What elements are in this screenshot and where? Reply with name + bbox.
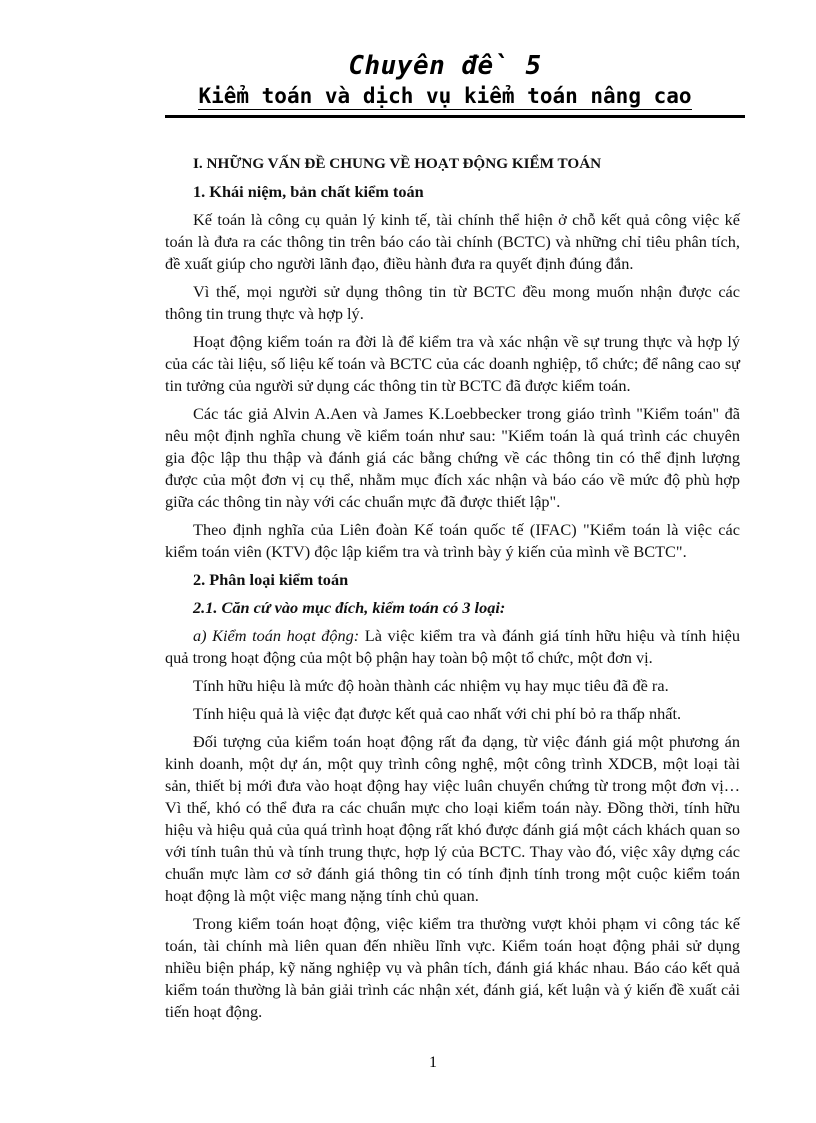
paragraph-6 (165, 625, 740, 669)
paragraph-6-label: a) Kiểm toán hoạt động: (193, 626, 360, 645)
section-heading: I. NHỮNG VẤN ĐỀ CHUNG VỀ HOẠT ĐỘNG KIỂM TOÁN (193, 155, 602, 172)
subsection-heading-1: 1. Khái niệm, bản chất kiểm toán (193, 182, 424, 201)
paragraph-6-text: Là việc kiểm tra và đánh giá tính hữu hiệu và tính hiệu quả trong hoạt động của một bộ phận hay toàn bộ một tổ chức, một đơn vị. (165, 626, 740, 667)
subsection-heading-2: 2. Phân loại kiểm toán (193, 570, 349, 589)
paragraph-9: Đối tượng của kiểm toán hoạt động rất đa dạng, từ việc đánh giá một phương án kinh doanh, một dự án, một quy trình công nghệ, một công trình XDCB, một loại tài sản, thiết bị mới đưa vào hoạt động hay việc luân chuyển chứng từ trong một đơn vị… Vì thế, khó có thể đưa ra các chuẩn mực cho loại kiểm toán này. Đồng thời, tính hữu hiệu và hiệu quả của quá trình hoạt động rất khó được đánh giá một cách khách quan so với tính tuân thủ và tính trung thực, hợp lý của BCTC. Thay vào đó, việc xây dựng các chuẩn mực làm cơ sở đánh giá thông tin có tính định tính trong một cuộc kiểm toán hoạt động là một việc mang nặng tính chủ quan. (165, 732, 740, 905)
paragraph-2: Vì thế, mọi người sử dụng thông tin từ BCTC đều mong muốn nhận được các thông tin trung thực và hợp lý. (165, 282, 740, 323)
chapter-subtitle (160, 84, 730, 108)
paragraph-10: Trong kiểm toán hoạt động, việc kiểm tra thường vượt khỏi phạm vi công tác kế toán, tài chính mà liên quan đến nhiều lĩnh vực. Kiểm toán hoạt động phải sử dụng nhiều biện pháp, kỹ năng nghiệp vụ và phân tích, đánh giá khác nhau. Báo cáo kết quả kiểm toán thường là bản giải trình các nhận xét, đánh giá, kết luận và ý kiến đề xuất cải tiến hoạt động. (165, 914, 740, 1021)
paragraph-8: Tính hiệu quả là việc đạt được kết quả cao nhất với chi phí bỏ ra thấp nhất. (193, 704, 682, 723)
page-number: 1 (429, 1054, 437, 1071)
paragraph-3: Hoạt động kiểm toán ra đời là để kiểm tra và xác nhận về sự trung thực và hợp lý của các tài liệu, số liệu kế toán và BCTC của các doanh nghiệp, tổ chức; để nâng cao sự tin tưởng của người sử dụng các thông tin từ BCTC đã được kiểm toán. (165, 332, 740, 395)
chapter-title: Chuyên đề 5 (348, 51, 542, 81)
paragraph-4: Các tác giả Alvin A.Aen và James K.Loebbecker trong giáo trình "Kiểm toán" đã nêu một định nghĩa chung về kiểm toán như sau: "Kiểm toán là quá trình các chuyên gia độc lập thu thập và đánh giá các bằng chứng về các thông tin có thể định lượng được của một đơn vị cụ thể, nhằm mục đích xác nhận và báo cáo về mức độ phù hợp giữa các thông tin này với các chuẩn mực đã được thiết lập". (165, 404, 740, 511)
paragraph-1: Kế toán là công cụ quản lý kinh tế, tài chính thể hiện ở chỗ kết quả công việc kế toán là đưa ra các thông tin trên báo cáo tài chính (BCTC) và những chỉ tiêu phân tích, đề xuất giúp cho người lãnh đạo, điều hành đưa ra quyết định đúng đắn. (165, 210, 740, 273)
paragraph-5: Theo định nghĩa của Liên đoàn Kế toán quốc tế (IFAC) "Kiểm toán là việc các kiểm toán viên (KTV) độc lập kiểm tra và trình bày ý kiến của mình về BCTC". (165, 520, 740, 561)
chapter-subtitle-text: Kiểm toán và dịch vụ kiểm toán nâng cao (198, 84, 692, 108)
subsection-heading-2-1: 2.1. Căn cứ vào mục đích, kiểm toán có 3 loại: (193, 598, 506, 617)
header-rule (165, 115, 745, 118)
document-body (165, 153, 740, 1029)
paragraph-7: Tính hữu hiệu là mức độ hoàn thành các nhiệm vụ hay mục tiêu đã đề ra. (193, 676, 669, 695)
